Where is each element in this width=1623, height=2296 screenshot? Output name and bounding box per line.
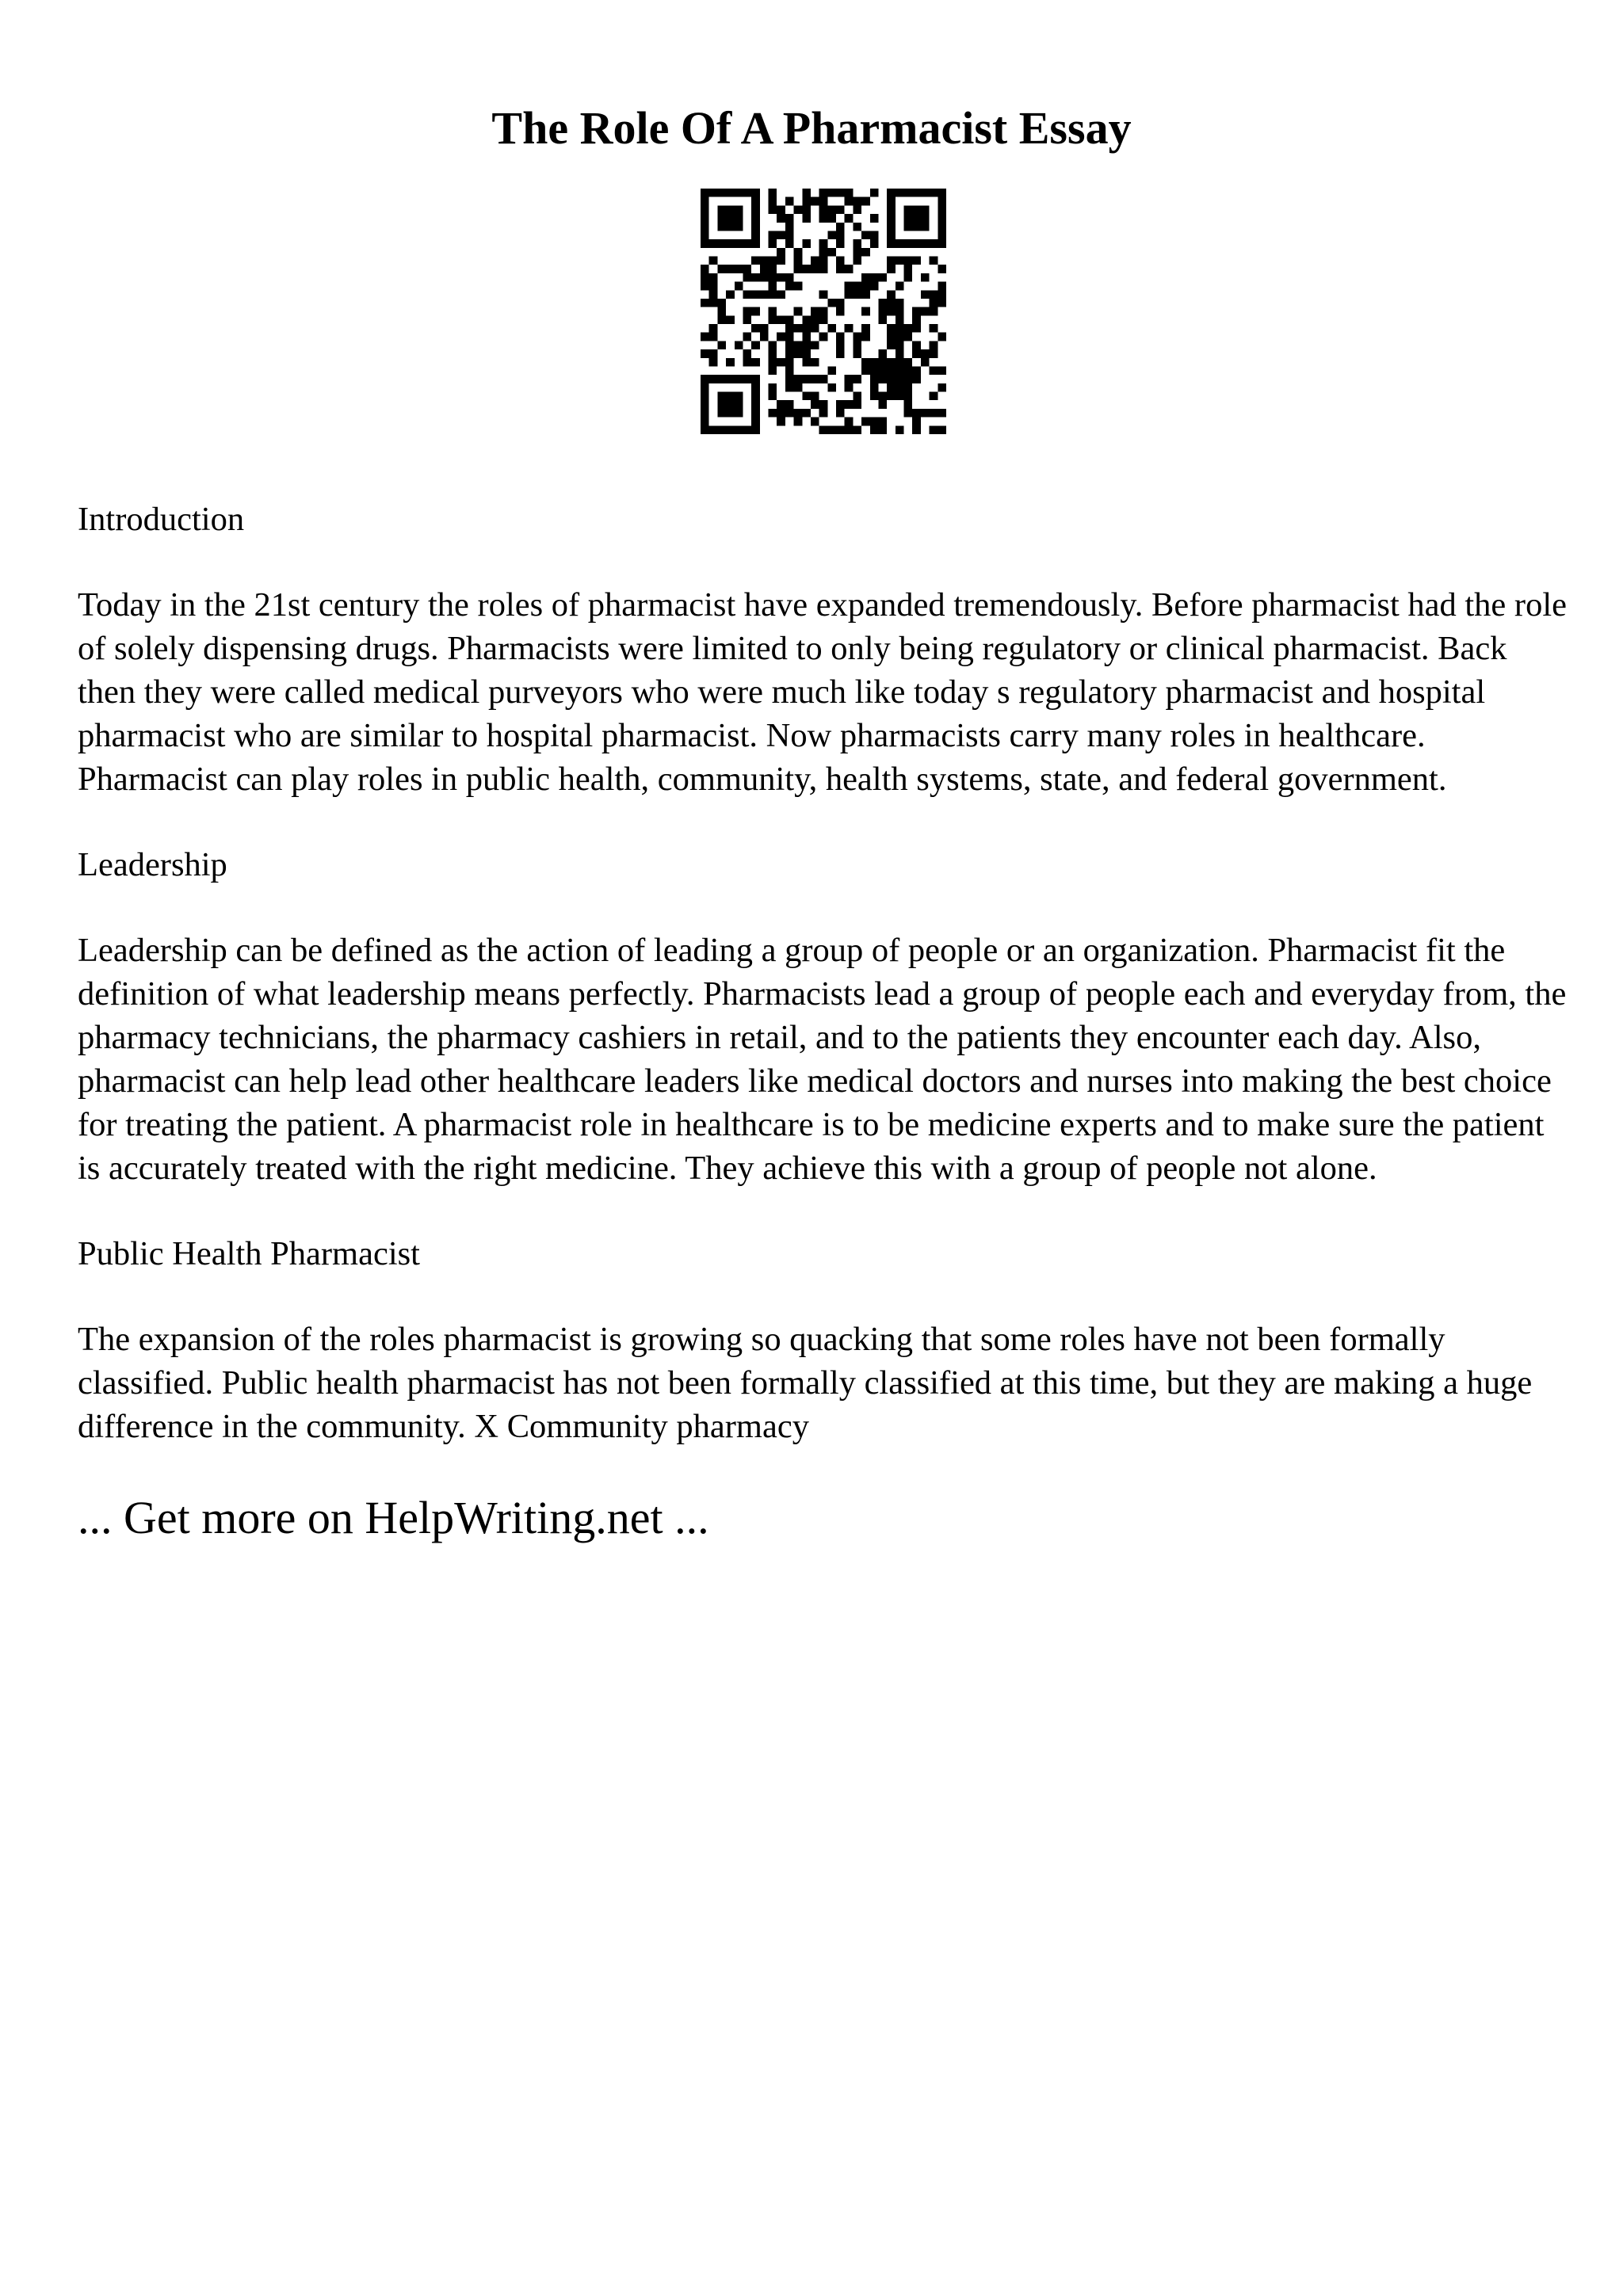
section-heading-public-health: Public Health Pharmacist: [78, 1235, 420, 1272]
section-body-leadership: Leadership can be defined as the action of leading a group of people or an organization. Pharmacist fit the definition of what leadership means perfectly. Pharmacists lead a group of people each and everyday from, the pharmacy technicians, the pharmacy cashiers in retail, and to the patients they encounter each day. Also, pharmacist can help lead other healthcare leaders like medical doctors and nurses into making the best choice for treating the patient. A pharmacist role in healthcare is to be medicine experts and to make sure the patient is accurately treated with the right medicine. They achieve this with a group of people not alone.: [78, 932, 1567, 1187]
qr-code-icon: [701, 189, 946, 434]
document-title: The Role Of A Pharmacist Essay: [491, 102, 1132, 154]
section-heading-introduction: Introduction: [78, 501, 245, 538]
document-body: [78, 498, 1568, 1546]
get-more-link[interactable]: ... Get more on HelpWriting.net ...: [78, 1492, 709, 1543]
section-body-introduction: Today in the 21st century the roles of pharmacist have expanded tremendously. Before pharmacist had the role of solely dispensing drugs. Pharmacists were limited to only being regulatory or clinical pharmacist. Back then they were called medical purveyors who were much like today s regulatory pharmacist and hospital pharmacist who are similar to hospital pharmacist. Now pharmacists carry many roles in healthcare. Pharmacist can play roles in public health, community, health systems, state, and federal government.: [78, 586, 1567, 798]
section-body-public-health: The expansion of the roles pharmacist is growing so quacking that some roles have not been formally classified. Public health pharmacist has not been formally classified at this time, but they are making a huge difference in the community. X Community pharmacy: [78, 1321, 1533, 1445]
section-heading-leadership: Leadership: [78, 846, 227, 883]
